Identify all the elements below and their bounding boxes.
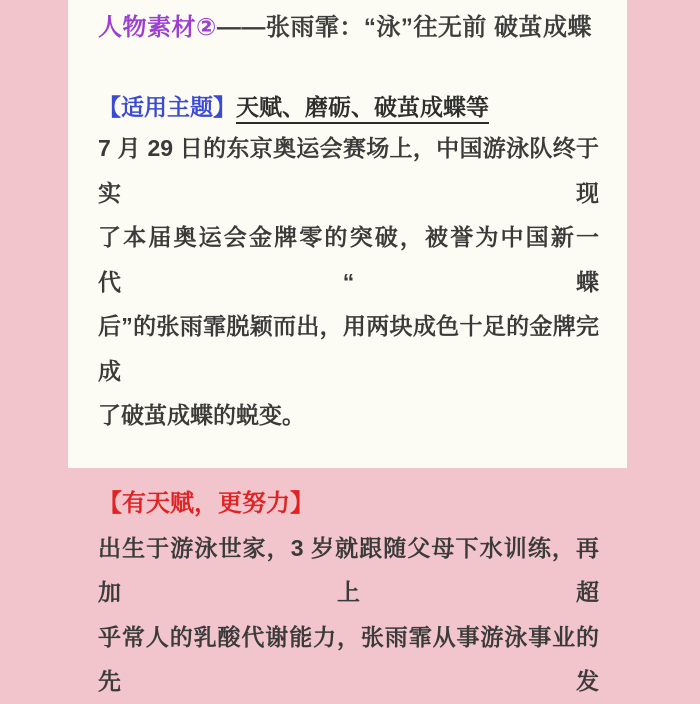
text-line: 了本届奥运会金牌零的突破，被誉为中国新一代“蝶 (98, 224, 599, 295)
theme-content: 天赋、磨砺、破茧成蝶等 (236, 94, 489, 124)
theme-line (98, 92, 599, 122)
title-text: ——张雨霏：“泳”往无前 破茧成蝶 (216, 14, 592, 41)
article-content (68, 13, 627, 704)
title-highlight: 人物素材② (98, 14, 217, 41)
text-line: 乎常人的乳酸代谢能力，张雨霏从事游泳事业的先发 (98, 623, 599, 694)
text-line: 后”的张雨霏脱颖而出，用两块成色十足的金牌完成 (98, 313, 599, 384)
section-heading-talent: 【有天赋，更努力】 (98, 489, 314, 517)
text-line: 了破茧成蝶的蜕变。 (98, 402, 305, 428)
text-line: 7 月 29 日的东京奥运会赛场上，中国游泳队终于实现 (98, 135, 599, 206)
theme-label: 【适用主题】 (98, 94, 236, 120)
body-paragraph-2 (98, 526, 599, 704)
article-card (68, 0, 627, 694)
text-line: 出生于游泳世家，3 岁就跟随父母下水训练，再加上超 (98, 534, 599, 605)
article-title (98, 13, 599, 43)
body-paragraph-1 (98, 126, 599, 438)
